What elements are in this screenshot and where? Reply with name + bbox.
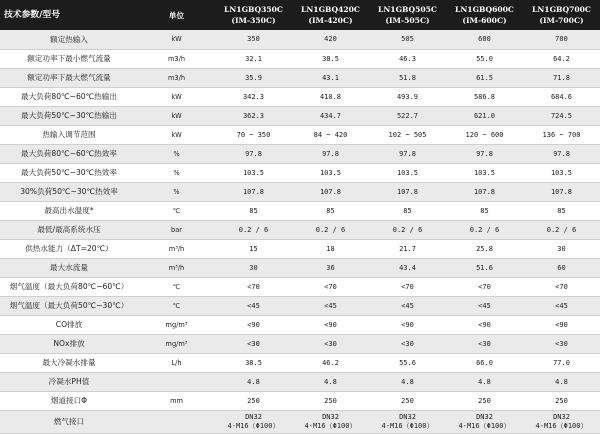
value-cell: 250: [446, 391, 523, 410]
value-cell: 4.8: [369, 372, 446, 391]
value-cell: 493.9: [369, 87, 446, 106]
value-cell: 420: [292, 30, 369, 49]
table-row: [0, 201, 600, 220]
value-line: DN32: [322, 412, 339, 421]
value-cell: 0.2 / 6: [292, 220, 369, 239]
value-cell: 61.5: [446, 68, 523, 87]
value-cell: [523, 410, 600, 433]
value-cell: [369, 410, 446, 433]
value-cell: 350: [215, 30, 292, 49]
model-code: (IM-350C): [231, 16, 276, 25]
value-cell: 38.5: [292, 49, 369, 68]
unit-cell: L/h: [138, 353, 215, 372]
value-line: 4-M16（Φ100）: [227, 421, 280, 430]
value-cell: <70: [292, 277, 369, 296]
value-cell: [292, 410, 369, 433]
model-code: (IM-505C): [385, 16, 430, 25]
value-cell: <90: [292, 315, 369, 334]
unit-header: 单位: [138, 0, 215, 30]
param-cell: 烟道接口Φ: [0, 391, 138, 410]
value-cell: <90: [523, 315, 600, 334]
value-cell: 85: [215, 201, 292, 220]
value-cell: 0.2 / 6: [369, 220, 446, 239]
table-row: [0, 410, 600, 433]
unit-cell: %: [138, 182, 215, 201]
model-name: LN1GBQ600C: [455, 5, 514, 14]
value-cell: 46.2: [292, 353, 369, 372]
value-cell: 136 ~ 700: [523, 125, 600, 144]
value-cell: 71.8: [523, 68, 600, 87]
value-cell: 84 ~ 420: [292, 125, 369, 144]
value-cell: 25.8: [446, 239, 523, 258]
value-cell: 586.8: [446, 87, 523, 106]
table-row: [0, 296, 600, 315]
value-cell: 21.7: [369, 239, 446, 258]
value-cell: 97.8: [292, 144, 369, 163]
model-code: (IM-700C): [539, 16, 584, 25]
table-row: [0, 182, 600, 201]
value-cell: 30: [215, 258, 292, 277]
param-cell: 额定功率下最大燃气流量: [0, 68, 138, 87]
table-row: [0, 315, 600, 334]
value-cell: 55.6: [369, 353, 446, 372]
value-cell: 600: [446, 30, 523, 49]
table-row: [0, 68, 600, 87]
value-cell: 107.8: [292, 182, 369, 201]
value-cell: 51.6: [446, 258, 523, 277]
value-cell: 4.8: [446, 372, 523, 391]
value-cell: 102 ~ 505: [369, 125, 446, 144]
table-row: [0, 163, 600, 182]
value-cell: <30: [215, 334, 292, 353]
unit-cell: ℃: [138, 277, 215, 296]
param-cell: 最大负荷80℃~60℃热效率: [0, 144, 138, 163]
value-cell: <90: [215, 315, 292, 334]
table-row: [0, 258, 600, 277]
param-cell: 最大负荷80℃~60℃热输出: [0, 87, 138, 106]
unit-cell: mm: [138, 391, 215, 410]
value-cell: <70: [215, 277, 292, 296]
value-cell: <30: [292, 334, 369, 353]
model-header: [369, 0, 446, 30]
value-cell: 85: [292, 201, 369, 220]
model-code: (IM-420C): [308, 16, 353, 25]
value-cell: 700: [523, 30, 600, 49]
param-cell: 最大水流量: [0, 258, 138, 277]
value-cell: 684.6: [523, 87, 600, 106]
value-cell: <45: [523, 296, 600, 315]
model-header: [215, 0, 292, 30]
value-cell: 250: [523, 391, 600, 410]
value-cell: 77.0: [523, 353, 600, 372]
value-cell: 32.1: [215, 49, 292, 68]
value-cell: <30: [523, 334, 600, 353]
value-cell: 66.0: [446, 353, 523, 372]
value-cell: <70: [369, 277, 446, 296]
value-cell: 342.3: [215, 87, 292, 106]
value-line: DN32: [476, 412, 493, 421]
value-cell: 51.8: [369, 68, 446, 87]
table-row: [0, 125, 600, 144]
value-cell: 35.9: [215, 68, 292, 87]
value-cell: 103.5: [369, 163, 446, 182]
header-row: [0, 0, 600, 30]
table-row: [0, 87, 600, 106]
param-cell: 最大负荷50℃~30℃热输出: [0, 106, 138, 125]
unit-cell: [138, 410, 215, 433]
value-cell: 107.8: [446, 182, 523, 201]
param-cell: 燃气接口: [0, 410, 138, 433]
value-cell: <30: [446, 334, 523, 353]
value-cell: 18: [292, 239, 369, 258]
param-cell: 最大冷凝水排量: [0, 353, 138, 372]
model-name: LN1GBQ350C: [224, 5, 283, 14]
value-cell: 55.0: [446, 49, 523, 68]
unit-cell: mg/m³: [138, 334, 215, 353]
model-header: [292, 0, 369, 30]
value-cell: 621.0: [446, 106, 523, 125]
value-cell: 85: [369, 201, 446, 220]
table-row: [0, 239, 600, 258]
value-line: 4-M16（Φ100）: [381, 421, 434, 430]
param-cell: CO排放: [0, 315, 138, 334]
unit-cell: kW: [138, 106, 215, 125]
param-cell: 热输入调节范围: [0, 125, 138, 144]
value-cell: <90: [446, 315, 523, 334]
unit-cell: %: [138, 144, 215, 163]
value-cell: <45: [369, 296, 446, 315]
value-line: DN32: [245, 412, 262, 421]
unit-cell: %: [138, 163, 215, 182]
param-cell: 额定功率下最小燃气流量: [0, 49, 138, 68]
param-cell: 冷凝水PH值: [0, 372, 138, 391]
value-line: DN32: [553, 412, 570, 421]
param-cell: 最低/最高系统水压: [0, 220, 138, 239]
value-cell: 38.5: [215, 353, 292, 372]
value-line: DN32: [399, 412, 416, 421]
param-cell: 额定热输入: [0, 30, 138, 49]
value-cell: 250: [215, 391, 292, 410]
value-cell: 64.2: [523, 49, 600, 68]
value-cell: 85: [523, 201, 600, 220]
value-cell: <90: [369, 315, 446, 334]
unit-cell: m3/h: [138, 68, 215, 87]
unit-cell: kW: [138, 30, 215, 49]
value-cell: 250: [369, 391, 446, 410]
unit-cell: m³/h: [138, 258, 215, 277]
param-cell: NOx排放: [0, 334, 138, 353]
value-cell: 36: [292, 258, 369, 277]
value-cell: 97.8: [369, 144, 446, 163]
value-cell: 250: [292, 391, 369, 410]
table-row: [0, 49, 600, 68]
param-header: 技术参数/型号: [0, 0, 138, 30]
table-row: [0, 277, 600, 296]
value-cell: <70: [446, 277, 523, 296]
value-cell: 4.8: [523, 372, 600, 391]
value-cell: 0.2 / 6: [446, 220, 523, 239]
table-row: [0, 334, 600, 353]
table-row: [0, 144, 600, 163]
value-cell: 505: [369, 30, 446, 49]
value-cell: 46.3: [369, 49, 446, 68]
value-cell: 103.5: [292, 163, 369, 182]
value-cell: 434.7: [292, 106, 369, 125]
value-cell: <70: [523, 277, 600, 296]
value-cell: 103.5: [215, 163, 292, 182]
unit-cell: kW: [138, 125, 215, 144]
table-row: [0, 30, 600, 49]
value-cell: <45: [292, 296, 369, 315]
value-cell: 70 ~ 350: [215, 125, 292, 144]
unit-cell: [138, 372, 215, 391]
value-cell: [215, 410, 292, 433]
value-cell: 120 ~ 600: [446, 125, 523, 144]
value-cell: 107.8: [523, 182, 600, 201]
model-name: LN1GBQ420C: [301, 5, 360, 14]
param-cell: 30%负荷50℃~30℃热效率: [0, 182, 138, 201]
value-cell: 103.5: [446, 163, 523, 182]
table-row: [0, 372, 600, 391]
value-cell: [446, 410, 523, 433]
unit-cell: ℃: [138, 296, 215, 315]
model-code: (IM-600C): [462, 16, 507, 25]
value-cell: 4.8: [292, 372, 369, 391]
value-cell: 362.3: [215, 106, 292, 125]
unit-cell: kW: [138, 87, 215, 106]
model-name: LN1GBQ700C: [532, 5, 591, 14]
value-cell: 43.1: [292, 68, 369, 87]
value-cell: 0.2 / 6: [523, 220, 600, 239]
value-cell: 30: [523, 239, 600, 258]
value-cell: <45: [446, 296, 523, 315]
table-row: [0, 106, 600, 125]
value-cell: 107.8: [215, 182, 292, 201]
value-line: 4-M16（Φ100）: [304, 421, 357, 430]
param-cell: 供热水能力（ΔT=20℃）: [0, 239, 138, 258]
unit-cell: m3/h: [138, 49, 215, 68]
value-line: 4-M16（Φ100）: [535, 421, 588, 430]
value-cell: 107.8: [369, 182, 446, 201]
value-cell: 85: [446, 201, 523, 220]
value-cell: 103.5: [523, 163, 600, 182]
model-header: [446, 0, 523, 30]
param-cell: 最高出水温度*: [0, 201, 138, 220]
value-cell: 97.8: [215, 144, 292, 163]
unit-cell: mg/m³: [138, 315, 215, 334]
model-name: LN1GBQ505C: [378, 5, 437, 14]
param-cell: 烟气温度（最大负荷80℃~60℃）: [0, 277, 138, 296]
value-cell: 15: [215, 239, 292, 258]
value-cell: 60: [523, 258, 600, 277]
value-cell: 97.8: [446, 144, 523, 163]
value-cell: <45: [215, 296, 292, 315]
value-cell: <30: [369, 334, 446, 353]
model-header: [523, 0, 600, 30]
param-cell: 最大负荷50℃~30℃热效率: [0, 163, 138, 182]
value-cell: 43.4: [369, 258, 446, 277]
table-row: [0, 353, 600, 372]
table-row: [0, 220, 600, 239]
value-cell: 410.8: [292, 87, 369, 106]
value-cell: 0.2 / 6: [215, 220, 292, 239]
spec-body: [0, 30, 600, 433]
param-cell: 烟气温度（最大负荷50℃~30℃）: [0, 296, 138, 315]
unit-cell: m³/h: [138, 239, 215, 258]
value-cell: 724.5: [523, 106, 600, 125]
unit-cell: ℃: [138, 201, 215, 220]
value-cell: 522.7: [369, 106, 446, 125]
value-cell: 4.8: [215, 372, 292, 391]
value-cell: 97.8: [523, 144, 600, 163]
table-row: [0, 391, 600, 410]
unit-cell: bar: [138, 220, 215, 239]
value-line: 4-M16（Φ100）: [458, 421, 511, 430]
